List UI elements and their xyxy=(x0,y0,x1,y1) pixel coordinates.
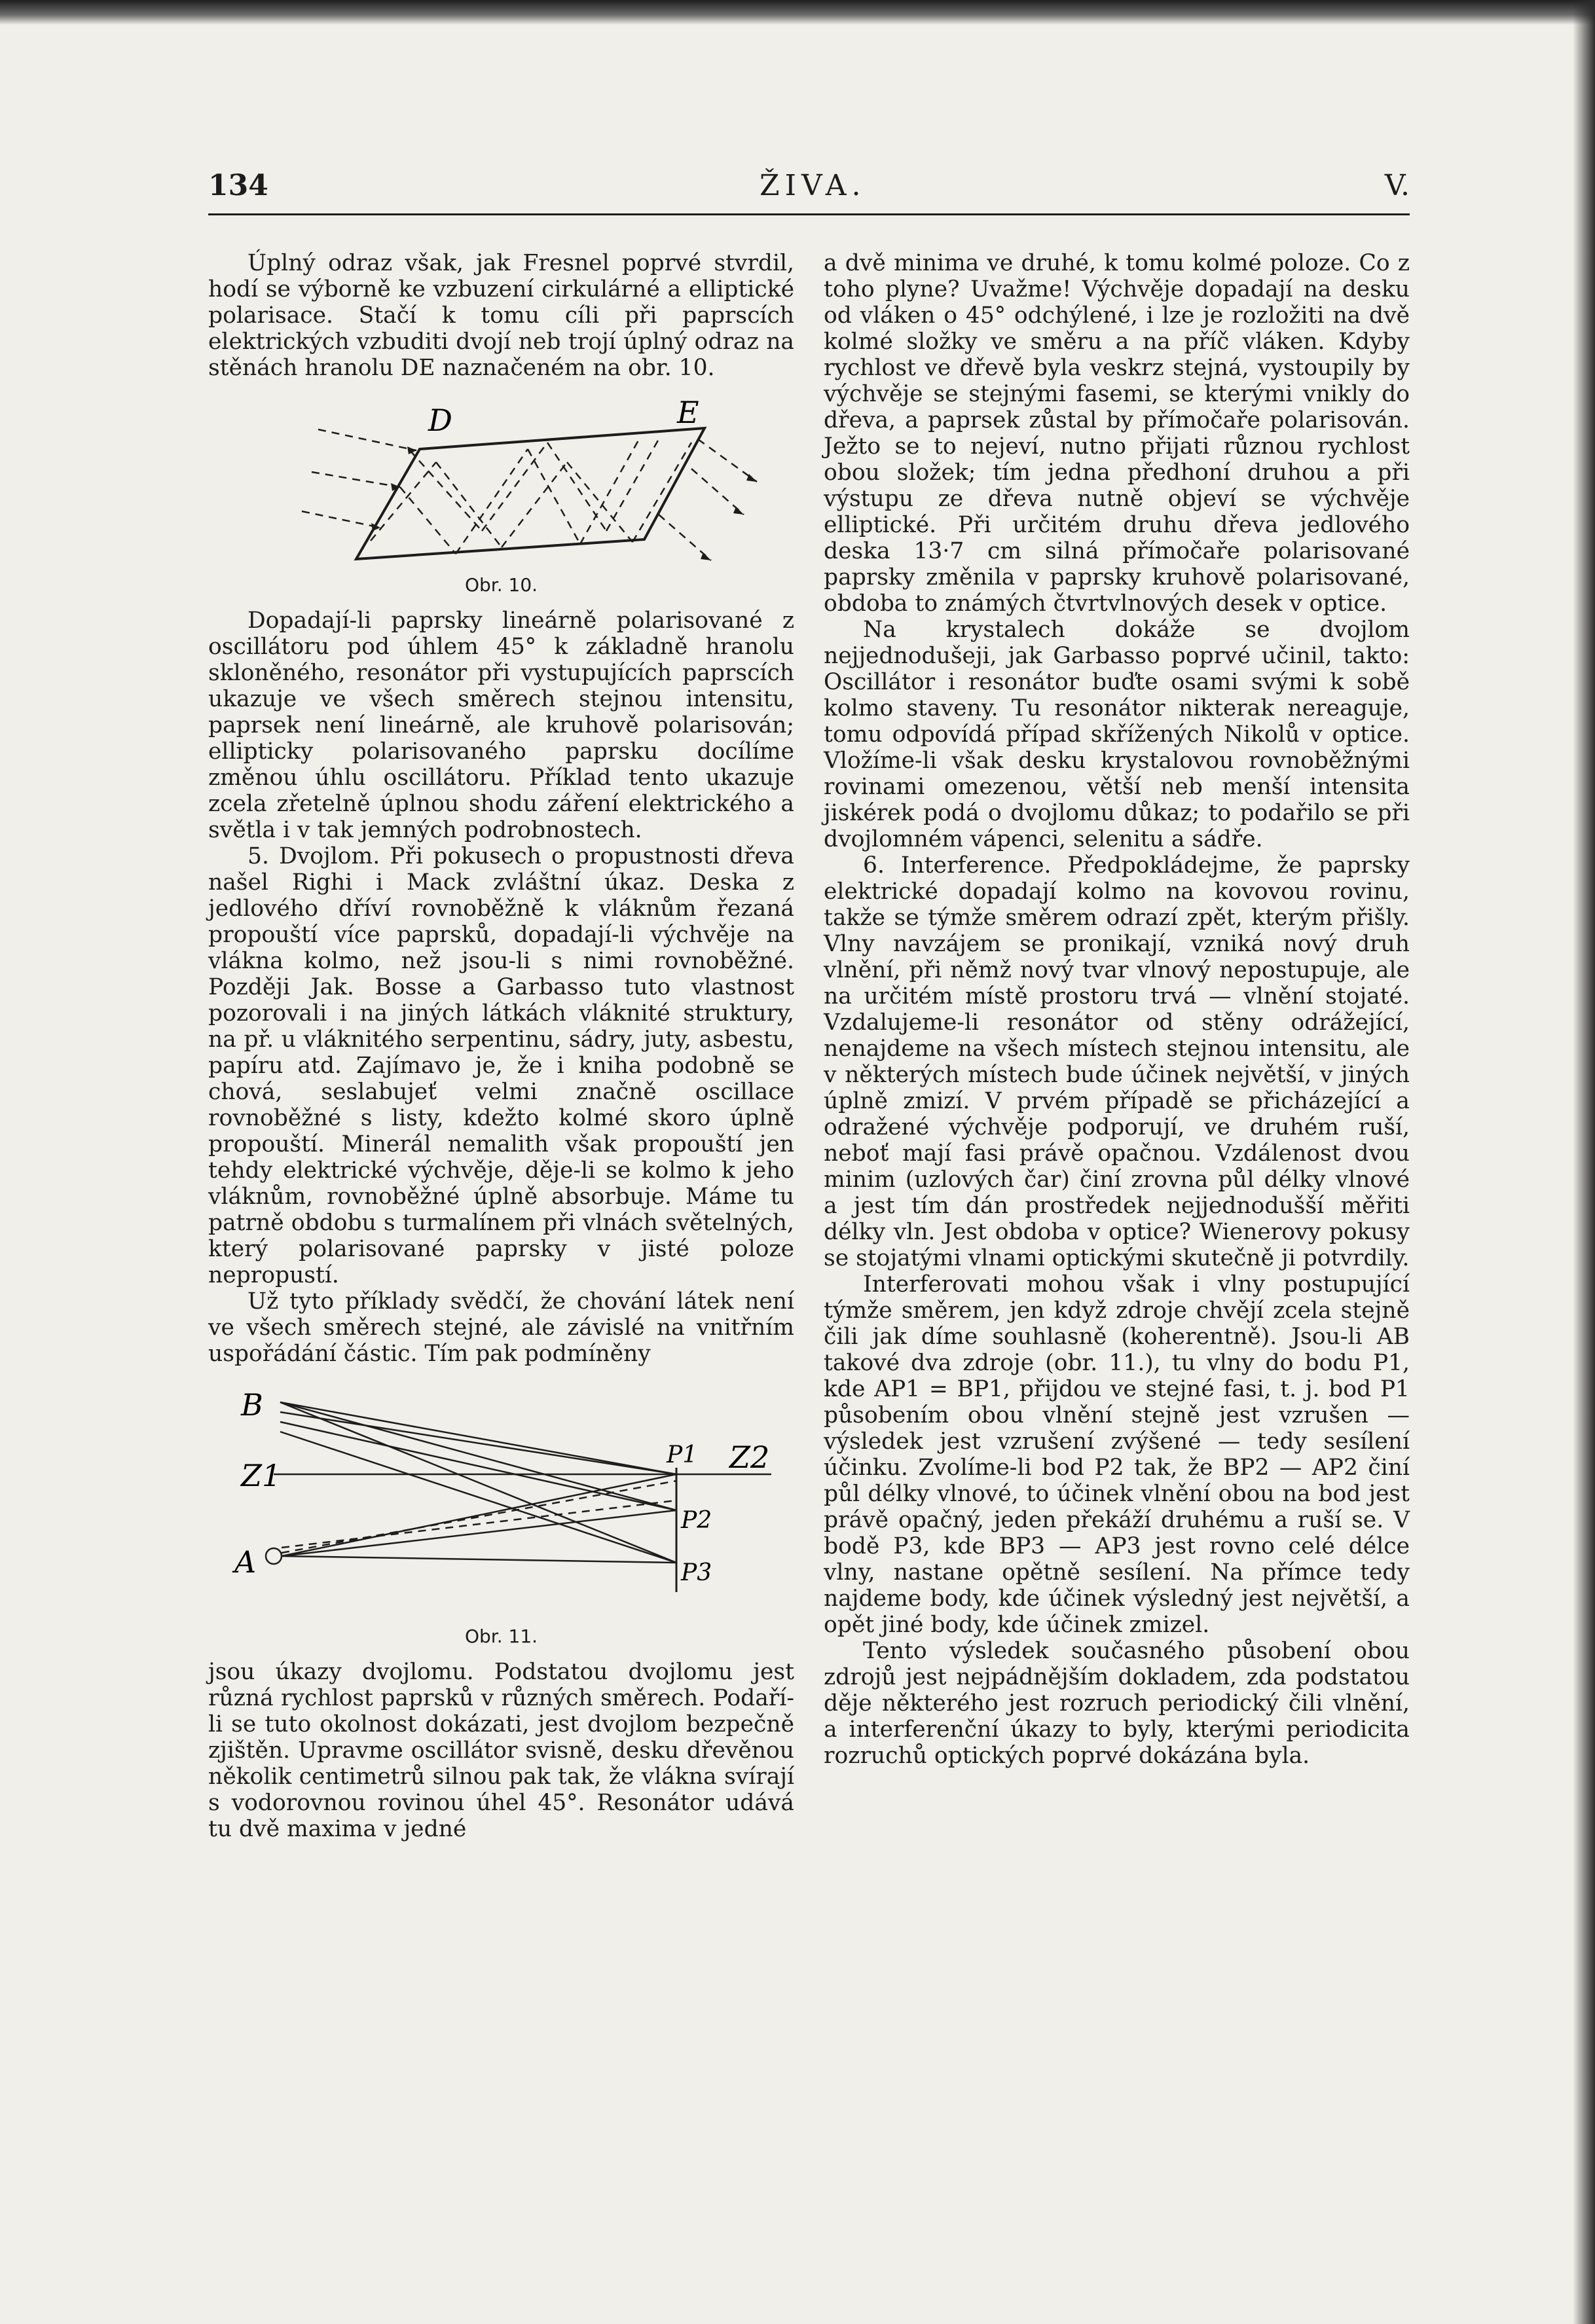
paragraph: Tento výsledek současného působení obou zdrojů jest nejpádnějším dokladem, zda podstatou děje některého jest rozruch periodický čili vlnění, a interferenční úkazy to byly, kterými periodicita rozruchů optických poprvé dokázána byla. xyxy=(824,1638,1410,1769)
figure-10-prism-diagram xyxy=(240,390,763,567)
paragraph: 5. Dvojlom. Při pokusech o propustnosti dřeva našel Righi i Mack zvláštní úkaz. Deska z jedlového dříví rovnoběžně k vláknům řezaná propouští více paprsků, dopadají-li výchvěje na vlákna kolmo, než jsou-li s nimi rovnoběžné. Později Jak. Bosse a Garbasso tuto vlastnost pozorovali i na jiných látkách vláknité struktury, na př. u vláknitého serpentinu, sádry, juty, asbestu, papíru atd. Zajímavo je, že i kniha podobně se chová, seslabujeť velmi značně oscillace rovnoběžné s listy, kdežto kolmé skoro úplně propouští. Minerál nemalith však propouští jen tehdy elektrické výchvěje, děje-li se kolmo k jeho vláknům, rovnoběžné úplně absorbuje. Máme tu patrně obdobu s turmalínem při vlnách světelných, který polarisované paprsky v jisté poloze nepropustí. xyxy=(208,843,794,1288)
figure-11-interference-diagram xyxy=(208,1376,794,1618)
paragraph: Úplný odraz však, jak Fresnel poprvé stvrdil, hodí se výborně ke vzbuzení cirkulárné a elliptické polarisace. Stačí k tomu cíli při paprscích elektrických vzbuditi dvojí neb trojí úplný odraz na stěnách hranolu DE naznačeném na obr. 10. xyxy=(208,250,794,381)
header-rule xyxy=(208,213,1410,215)
paragraph: 6. Interference. Předpokládejme, že paprsky elektrické dopadají kolmo na kovovou rovinu, takže se týmže směrem odrazí zpět, kterým přišly. Vlny navzájem se pronikají, vzniká nový druh vlnění, při němž nový tvar vlnový nepostupuje, ale na určitém místě prostoru trvá — vlnění stojaté. Vzdalujeme-li resonátor od stěny odrážející, nenajdeme na všech místech stejnou intensitu, ale v některých místech bude účinek největší, v jiných úplně zmizí. V prvém případě se přicházející a odražené výchvěje podporují, ve druhém ruší, neboť mají fasi právě opačnou. Vzdálenost dvou minim (uzlových čar) činí zrovna půl délky vlnové a jest tím dán prostředek nejjednodušší měřiti délky vln. Jest obdoba v optice? Wienerovy pokusy se stojatými vlnami optickými skutečně ji potvrdily. xyxy=(824,852,1410,1271)
figure-11-caption: Obr. 11. xyxy=(464,1625,538,1647)
paragraph: a dvě minima ve druhé, k tomu kolmé poloze. Co z toho plyne? Uvažme! Výchvěje dopadají na desku od vláken o 45° odchýlené, i lze je rozložiti na dvě kolmé složky ve směru a na příč vláken. Kdyby rychlost ve dřevě byla veskrz stejná, vystoupily by výchvěje se stejnými fasemi, se kterými vnikly do dřeva, a paprsek zůstal by přímočaře polarisován. Ježto se to nejeví, nutno přijati různou rychlost obou složek; tím jedna předhoní druhou a při výstupu ze dřeva nutně objeví se výchvěje elliptické. Při určitém druhu dřeva jedlového deska 13·7 cm silná přímočaře polarisované paprsky změnila v paprsky kruhově polarisované, obdoba to známých čtvrtvlnových desek v optice. xyxy=(824,250,1410,617)
paragraph: Interferovati mohou však i vlny postupující týmže směrem, jen když zdroje chvějí zcela stejně čili jak díme souhlasně (koherentně). Jsou-li AB takové dva zdroje (obr. 11.), tu vlny do bodu P1, kde AP1 = BP1, přijdou ve stejné fasi, t. j. bod P1 působením obou vlnění stejně jest vzrušen — výsledek jest vzrušení zvýšené — tedy sesílení účinku. Zvolíme-li bod P2 tak, že BP2 — AP2 činí půl délky vlnové, to účinek vlnění obou na bod jest právě opačný, jeden překáží druhému a ruší se. V bodě P3, kde BP3 — AP3 jest rovno celé délce vlny, nastane opětně sesílení. Na přímce tedy najdeme body, kde účinek výsledný jest největší, a opět jiné body, kde účinek zmizel. xyxy=(824,1271,1410,1638)
label-p3: P3 xyxy=(681,1559,712,1586)
page-number: 134 xyxy=(208,169,268,202)
label-p1: P1 xyxy=(667,1442,698,1468)
page-header xyxy=(208,169,1410,208)
paragraph: jsou úkazy dvojlomu. Podstatou dvojlomu jest různá rychlost paprsků v různých směrech. Podaří-li se tuto okolnost dokázati, jest dvojlom bezpečně zjištěn. Upravme oscillátor svisně, desku dřevěnou několik centimetrů silnou pak tak, že vlákna svírají s vodorovnou rovinou úhel 45°. Resonátor udává tu dvě maxima v jedné xyxy=(208,1659,794,1842)
paragraph: Dopadají-li paprsky lineárně polarisované z oscillátoru pod úhlem 45° k základně hranolu skloněného, resonátor při vystupujících paprscích ukazuje ve všech směrech stejnou intensitu, paprsek není lineárně, ale kruhově polarisován; ellipticky polarisovaného paprsku docílíme změnou úhlu oscillátoru. Příklad tento ukazuje zcela zřetelně úplnou shodu záření elektrického a světla i v tak jemných podrobnostech. xyxy=(208,608,794,843)
label-b: B xyxy=(241,1387,263,1423)
volume-number: V. xyxy=(1384,169,1410,202)
figure-10-caption: Obr. 10. xyxy=(464,574,538,596)
label-z2: Z2 xyxy=(729,1440,770,1475)
label-d: D xyxy=(428,403,452,438)
left-column xyxy=(208,250,794,1842)
paragraph: Na krystalech dokáže se dvojlom nejjednodušeji, jak Garbasso poprvé učinil, takto: Oscillátor i resonátor buďte osami svými k sobě kolmo staveny. Tu resonátor nikterak nereaguje, tomu odpovídá případ skřížených Nikolů v optice. Vložíme-li však desku krystalovou rovnoběžnými rovinami omezenou, větší neb menší intensita jiskérek podá o dvojlomu důkaz; to podařilo se při dvojlomném vápenci, selenitu a sádře. xyxy=(824,617,1410,852)
figure-11 xyxy=(208,1376,794,1618)
paragraph: Už tyto příklady svědčí, že chování látek není ve všech směrech stejné, ale závislé na vnitřním uspořádání částic. Tím pak podmíněny xyxy=(208,1288,794,1367)
label-p2: P2 xyxy=(681,1507,712,1534)
label-z1: Z1 xyxy=(241,1458,282,1493)
label-e: E xyxy=(676,395,699,430)
journal-title: ŽIVA. xyxy=(760,169,866,202)
figure-10 xyxy=(208,390,794,567)
label-a: A xyxy=(234,1544,257,1580)
right-column xyxy=(824,250,1410,1769)
